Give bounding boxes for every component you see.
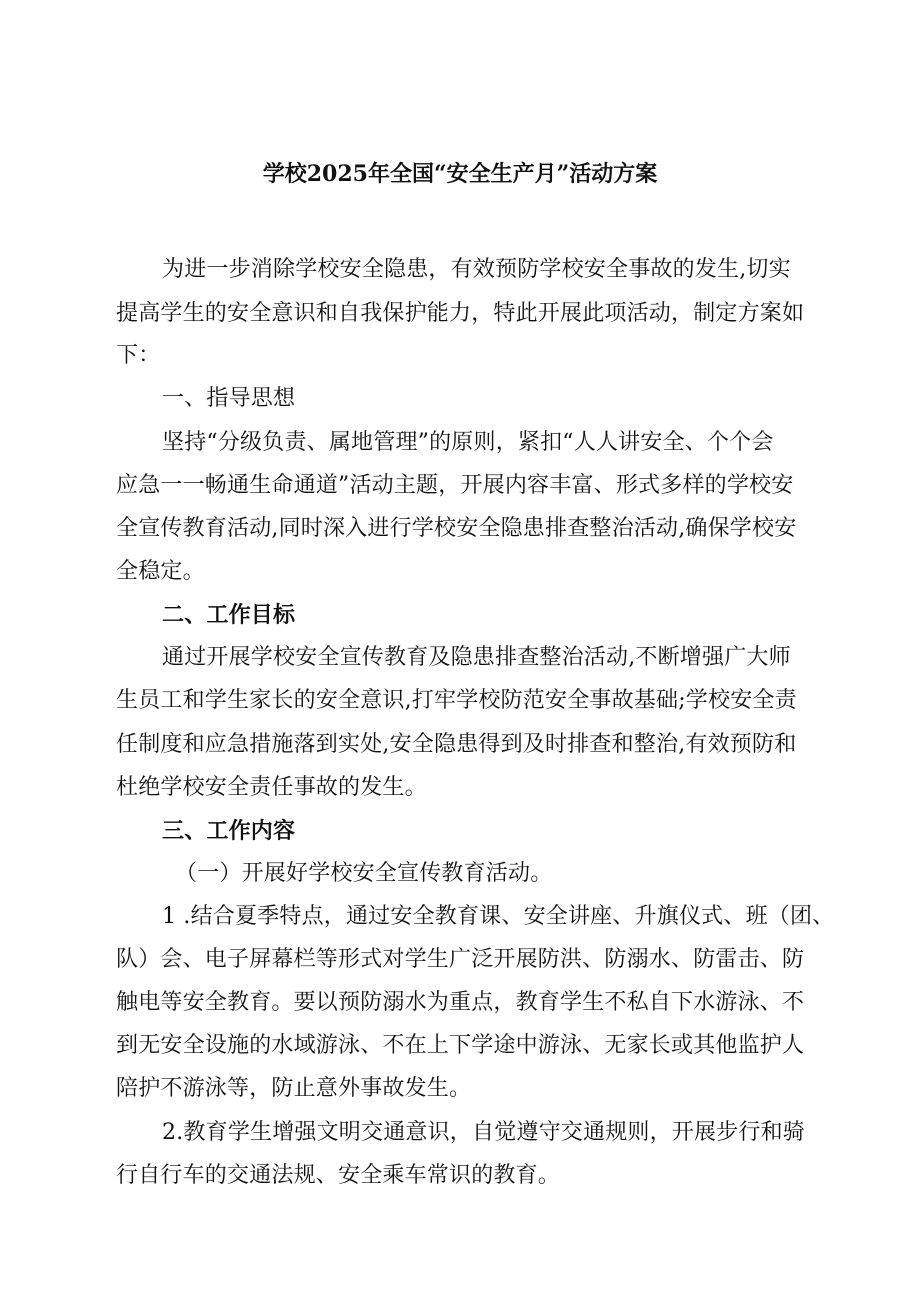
- section-heading-work-content: 三、工作内容: [162, 818, 296, 844]
- item-2-line-1: 2.教育学生增强文明交通意识，自觉遵守交通规则，开展步行和骑: [162, 1120, 805, 1145]
- paragraph-intro-line-3: 下：: [116, 343, 161, 368]
- section-heading-guiding-thought: 一、指导思想: [162, 386, 296, 411]
- paragraph-goals-line-2: 生员工和学生家长的安全意识,打牢学校防范安全事故基础;学校安全责: [116, 688, 797, 713]
- paragraph-guiding-line-1: 坚持“分级负责、属地管理”的原则，紧扣“人人讲安全、个个会: [162, 430, 774, 455]
- paragraph-goals-line-4: 杜绝学校安全责任事故的发生。: [116, 775, 427, 800]
- item-1-line-2: 队）会、电子屏幕栏等形式对学生广泛开展防洪、防溺水、防雷击、防: [116, 947, 805, 972]
- item-2-line-2: 行自行车的交通法规、安全乘车常识的教育。: [116, 1163, 561, 1188]
- paragraph-guiding-line-3: 全宣传教育活动,同时深入进行学校安全隐患排查整治活动,确保学校安: [116, 516, 797, 541]
- item-1-line-3: 触电等安全教育。要以预防溺水为重点，教育学生不私自下水游泳、不: [116, 990, 805, 1015]
- item-1-line-4: 到无安全设施的水域游泳、不在上下学途中游泳、无家长或其他监护人: [116, 1033, 805, 1058]
- item-1-line-5: 陪护不游泳等，防止意外事故发生。: [116, 1076, 472, 1101]
- paragraph-intro-line-2: 提高学生的安全意识和自我保护能力，特此开展此项活动，制定方案如: [116, 301, 805, 326]
- paragraph-goals-line-1: 通过开展学校安全宣传教育及隐患排查整治活动,不断增强广大师: [162, 645, 791, 670]
- subsection-heading-safety-education: （一）开展好学校安全宣传教育活动。: [175, 861, 553, 886]
- paragraph-guiding-line-2: 应急一一畅通生命通道”活动主题，开展内容丰富、形式多样的学校安: [116, 473, 794, 498]
- document-title: 学校2025年全国“安全生产月”活动方案: [262, 161, 658, 187]
- paragraph-goals-line-3: 任制度和应急措施落到实处,安全隐患得到及时排查和整治,有效预防和: [116, 732, 797, 757]
- item-1-line-1: 1 .结合夏季特点，通过安全教育课、安全讲座、升旗仪式、班（团、: [162, 904, 835, 929]
- paragraph-intro-line-1: 为进一步消除学校安全隐患，有效预防学校安全事故的发生,切实: [162, 257, 791, 282]
- paragraph-guiding-line-4: 全稳定。: [116, 559, 205, 584]
- section-heading-work-goals: 二、工作目标: [162, 602, 296, 628]
